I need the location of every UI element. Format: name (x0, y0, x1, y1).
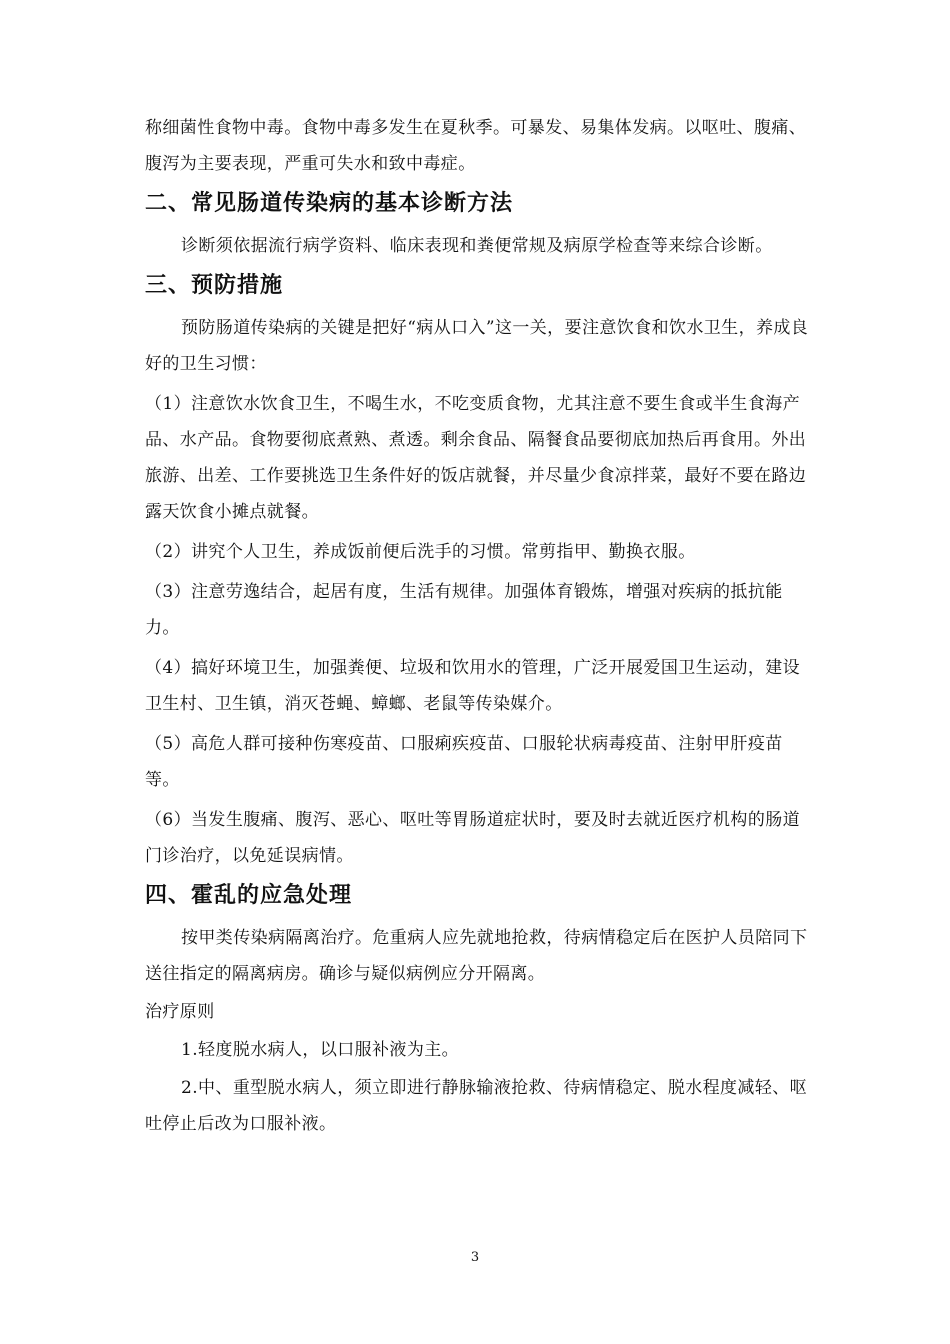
prevention-item-6: （6）当发生腹痛、腹泻、恶心、呕吐等胃肠道症状时，要及时去就近医疗机构的肠道门诊治疗，以免延误病情。 (145, 810, 801, 866)
treatment-rule-1: 1.轻度脱水病人，以口服补液为主。 (181, 1040, 460, 1060)
section-2-paragraph: 诊断须依据流行病学资料、临床表现和粪便常规及病原学检查等来综合诊断。 (181, 236, 773, 256)
page-number: 3 (470, 1250, 480, 1265)
prevention-item-1: （1）注意饮水饮食卫生，不喝生水，不吃变质食物，尤其注意不要生食或半生食海产品、水产品。食物要彻底煮熟、煮透。剩余食品、隔餐食品要彻底加热后再食用。外出旅游、出差、工作要挑选卫生条件好的饭店就餐，并尽量少食凉拌菜，最好不要在路边露天饮食小摊点就餐。 (145, 394, 807, 522)
section-3-intro: 预防肠道传染病的关键是把好“病从口入”这一关，要注意饮食和饮水卫生，养成良好的卫生习惯： (145, 318, 809, 374)
treatment-rule-2: 2.中、重型脱水病人，须立即进行静脉输液抢救、待病情稳定、脱水程度减轻、呕吐停止后改为口服补液。 (145, 1078, 808, 1134)
intro-paragraph: 称细菌性食物中毒。食物中毒多发生在夏秋季。可暴发、易集体发病。以呕吐、腹痛、腹泻为主要表现，严重可失水和致中毒症。 (145, 118, 807, 174)
section-3-heading: 三、预防措施 (145, 273, 284, 298)
treatment-principles-label: 治疗原则 (145, 1002, 215, 1022)
section-2-heading: 二、常见肠道传染病的基本诊断方法 (145, 191, 514, 216)
prevention-item-5: （5）高危人群可接种伤寒疫苗、口服痢疾疫苗、口服轮状病毒疫苗、注射甲肝疫苗等。 (145, 734, 783, 790)
prevention-item-4: （4）搞好环境卫生，加强粪便、垃圾和饮用水的管理，广泛开展爱国卫生运动，建设卫生村、卫生镇，消灭苍蝇、蟑螂、老鼠等传染媒介。 (145, 658, 801, 714)
prevention-item-3: （3）注意劳逸结合，起居有度，生活有规律。加强体育锻炼，增强对疾病的抵抗能力。 (145, 582, 783, 638)
prevention-item-2: （2）讲究个人卫生，养成饭前便后洗手的习惯。常剪指甲、勤换衣服。 (145, 542, 696, 562)
section-4-heading: 四、霍乱的应急处理 (145, 883, 353, 908)
document-body (145, 110, 810, 1142)
section-4-paragraph: 按甲类传染病隔离治疗。危重病人应先就地抢救，待病情稳定后在医护人员陪同下送往指定的隔离病房。确诊与疑似病例应分开隔离。 (145, 928, 808, 984)
